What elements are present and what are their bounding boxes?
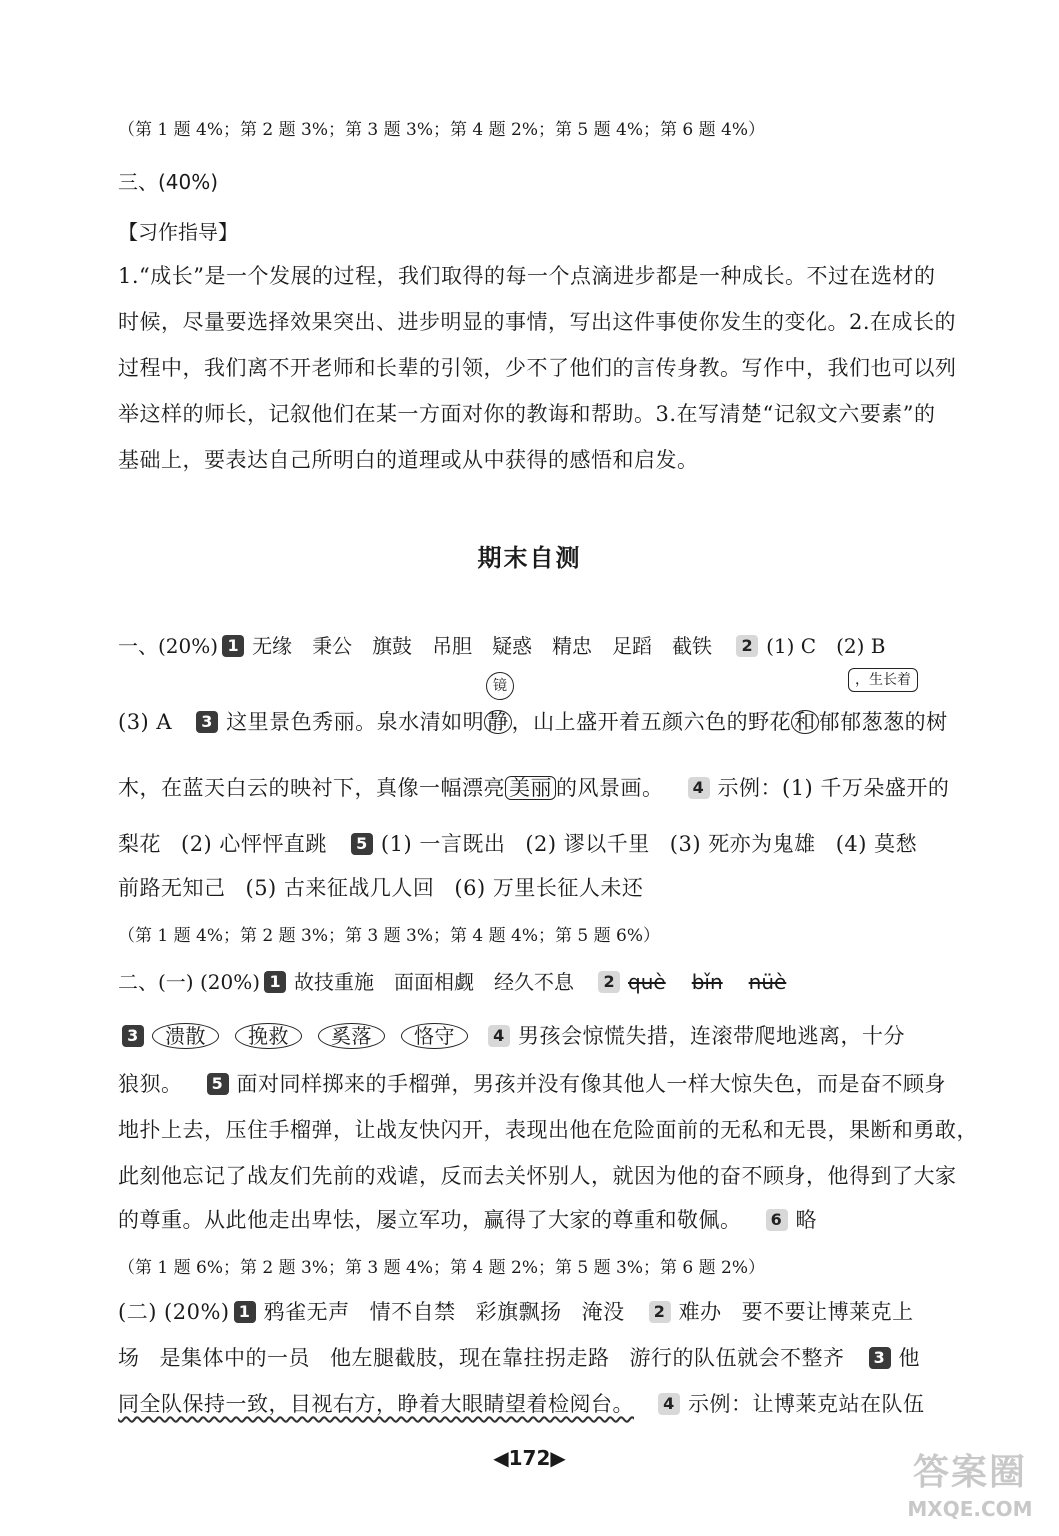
q3-text-c: 郁郁葱葱的树 (818, 710, 948, 734)
q3-number: 3 (122, 1025, 144, 1047)
q4-number: 4 (688, 777, 710, 799)
q4-number: 4 (488, 1025, 510, 1047)
q5-number: 5 (207, 1073, 229, 1095)
q3-underlined-answer: 同全队保持一致，目视右方，睁着大眼睛望着检阅台。 (118, 1392, 634, 1416)
q5-text-f: (5) 古来征战几人回 (245, 876, 435, 900)
s2a-line-5: 此刻他忘记了战友们先前的戏谑，反而去关怀别人，就因为他的奋不顾身，他得到了大家 (118, 1164, 957, 1188)
guide-line-1: 1.“成长”是一个发展的过程，我们取得的每一个点滴进步都是一种成长。不过在选材的 (118, 264, 936, 288)
q1-number: 1 (264, 971, 286, 993)
s2a-word: 经久不息 (494, 970, 575, 994)
pinyin-3: nüè (748, 970, 787, 994)
q5-text-a: 面对同样掷来的手榴弹，男孩并没有像其他人一样大惊失色，而是奋不顾身 (236, 1072, 946, 1096)
s1-prefix: 一、(20%) (118, 634, 219, 658)
s1-line-2 (118, 708, 948, 736)
q2-answer-2: (2) B (836, 634, 886, 658)
q2-text-c: 场 (118, 1346, 140, 1370)
pinyin-1: què (628, 970, 666, 994)
q4-number: 4 (658, 1393, 680, 1415)
q5-text-c: (3) 死亦为鬼雄 (669, 832, 816, 856)
q2-number: 2 (649, 1301, 671, 1323)
page-title: 期末自测 (477, 544, 582, 572)
q4-text-b: 狼狈。 (118, 1072, 183, 1096)
correction-mark-2: ，生长着 (848, 668, 918, 692)
q5-text-g: (6) 万里长征人未还 (454, 876, 644, 900)
q5-text-d: (4) 莫愁 (835, 832, 918, 856)
guide-line-2: 时候，尽量要选择效果突出、进步明显的事情，写出这件事使你发生的变化。2.在成长的 (118, 310, 957, 334)
q4-text-a: 男孩会惊慌失措，连滚带爬地逃离，十分 (518, 1024, 905, 1048)
q1-number: 1 (234, 1301, 256, 1323)
q2-text-b: 要不要让博莱克上 (741, 1300, 914, 1324)
s1-line-5 (118, 874, 643, 902)
s2a-line-6 (118, 1206, 817, 1234)
q2-answer-1: (1) C (766, 634, 817, 658)
q5-number: 5 (351, 833, 373, 855)
s2a-line-3 (118, 1070, 946, 1098)
guide-line-5: 基础上，要表达自己所明白的道理或从中获得的感悟和启发。 (118, 448, 699, 472)
s2b-prefix: (二) (20%) (118, 1300, 230, 1324)
oval-word: 挽救 (235, 1023, 302, 1049)
q3-text-a: 他 (898, 1346, 920, 1370)
s1-word: 秉公 (312, 634, 353, 658)
s2a-prefix: 二、(一) (20%) (118, 970, 261, 994)
circled-char-2: 和 (791, 710, 819, 734)
q4-text-a: 示例：(1) 千万朵盛开的 (717, 776, 950, 800)
q5-text-d: 的尊重。从此他走出卑怯，屡立军功，赢得了大家的尊重和敬佩。 (118, 1208, 742, 1232)
watermark-text: 答案圈 (912, 1452, 1027, 1493)
q2-text-e: 他左腿截肢，现在靠拄拐走路 (330, 1346, 610, 1370)
circled-char-1: 静 (484, 710, 512, 734)
q5-text-a: (1) 一言既出 (380, 832, 506, 856)
s1-word: 精忠 (552, 634, 593, 658)
q2-number: 2 (598, 971, 620, 993)
s2b-line-2 (118, 1344, 920, 1372)
oval-word: 溃散 (152, 1023, 219, 1049)
q1-number: 1 (222, 635, 244, 657)
q3-number: 3 (196, 711, 218, 733)
q3-number: 3 (869, 1347, 891, 1369)
s2b-word: 淹没 (581, 1300, 625, 1324)
s2b-word: 彩旗飘扬 (475, 1300, 562, 1324)
s2a-word: 面面相觑 (394, 970, 475, 994)
q3-text-b: ，山上盛开着五颜六色的野花 (511, 710, 792, 734)
s2a-line-1 (118, 968, 812, 996)
q2-number: 2 (736, 635, 758, 657)
q3-text-a: 这里景色秀丽。泉水清如明 (226, 710, 485, 734)
s1-word: 吊胆 (432, 634, 473, 658)
s2a-scoring-note: （第 1 题 6%；第 2 题 3%；第 3 题 4%；第 4 题 2%；第 5 题 3%；第 6 题 2%） (118, 1258, 765, 1278)
q2-text-a: 难办 (678, 1300, 722, 1324)
q2-text-f: 游行的队伍就会不整齐 (629, 1346, 845, 1370)
s1-line-1 (118, 632, 885, 660)
s2b-word: 鸦雀无声 (263, 1300, 350, 1324)
q2-text-d: 是集体中的一员 (159, 1346, 310, 1370)
s1-line-3 (118, 774, 949, 802)
s1-word: 足蹈 (612, 634, 653, 658)
q2-answer-3: (3) A (118, 710, 173, 734)
section-3-heading: 三、(40%) (118, 170, 219, 194)
s1-word: 截铁 (672, 634, 713, 658)
q3-text-d: 木，在蓝天白云的映衬下，真像一幅漂亮 (118, 776, 505, 800)
oval-word: 奚落 (318, 1023, 385, 1049)
q3-text-e: 的风景画。 (556, 776, 664, 800)
oval-word: 恪守 (401, 1023, 468, 1049)
q6-number: 6 (766, 1209, 788, 1231)
q5-text-e: 前路无知己 (118, 876, 226, 900)
s2a-word: 故技重施 (294, 970, 375, 994)
s2b-line-3 (118, 1390, 925, 1418)
q4-text-b: 梨花 (118, 832, 161, 856)
s1-word: 疑惑 (492, 634, 533, 658)
q4-text-c: (2) 心怦怦直跳 (181, 832, 327, 856)
s2b-word: 情不自禁 (369, 1300, 456, 1324)
scoring-note-prev: （第 1 题 4%；第 2 题 3%；第 3 题 3%；第 4 题 2%；第 5 题 4%；第 6 题 4%） (118, 120, 765, 140)
s2b-line-1 (118, 1298, 914, 1326)
watermark-url: MXQE.COM (907, 1497, 1033, 1521)
guide-line-3: 过程中，我们离不开老师和长辈的引领，少不了他们的言传身教。写作中，我们也可以列 (118, 356, 957, 380)
writing-guide-heading: 【习作指导】 (118, 220, 238, 244)
pinyin-2: bǐn (691, 970, 723, 994)
s1-scoring-note: （第 1 题 4%；第 2 题 3%；第 3 题 3%；第 4 题 4%；第 5 题 6%） (118, 926, 660, 946)
s1-line-4 (118, 830, 917, 858)
q4-text: 示例：让博莱克站在队伍 (688, 1392, 925, 1416)
s2a-line-4: 地扑上去，压住手榴弹，让战友快闪开，表现出他在危险面前的无私和无畏，果断和勇敢， (118, 1118, 978, 1142)
q6-text: 略 (795, 1208, 817, 1232)
boxed-word: 美丽 (505, 776, 556, 800)
page-number: ◀172▶ (493, 1446, 566, 1470)
watermark-logo (895, 1450, 1045, 1530)
s1-word: 旗鼓 (372, 634, 413, 658)
s2a-line-2 (118, 1022, 905, 1050)
s1-word: 无缘 (252, 634, 293, 658)
guide-line-4: 举这样的师长，记叙他们在某一方面对你的教诲和帮助。3.在写清楚“记叙文六要素”的 (118, 402, 936, 426)
q5-text-b: (2) 谬以千里 (525, 832, 650, 856)
correction-mark-1: 镜 (486, 672, 514, 700)
